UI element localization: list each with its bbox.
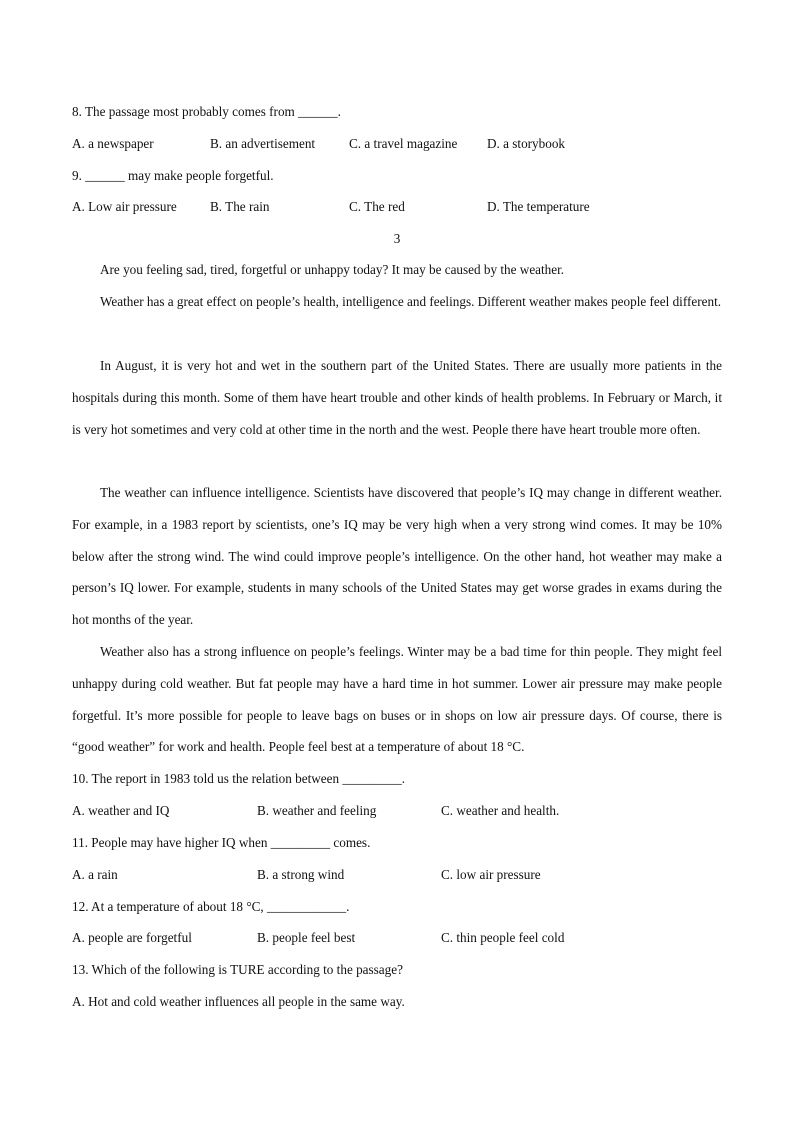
q10-option-b: B. weather and feeling [257, 803, 377, 818]
question-10-stem: 10. The report in 1983 told us the relation between _________. [72, 771, 406, 786]
question-8-stem: 8. The passage most probably comes from ______. [72, 104, 341, 119]
passage-paragraph-5: Weather also has a strong influence on people’s feelings. Winter may be a bad time for thin people. They might feel unhappy during cold weather. But fat people may have a hard time in hot summer. Lower air pressure may make people forgetful. It’s more possible for people to leave bags on buses or in shops on low air pressure days. Of course, there is “good weather” for work and health. People feel best at a temperature of about 18 °C. [72, 644, 722, 755]
section-number: 3 [393, 231, 401, 246]
question-9-options [72, 199, 752, 215]
q12-option-b: B. people feel best [257, 930, 356, 945]
passage-paragraph-2: Weather has a great effect on people’s health, intelligence and feelings. Different weather makes people feel different. [100, 294, 722, 309]
q11-option-a: A. a rain [72, 867, 118, 882]
question-9-stem: 9. ______ may make people forgetful. [72, 168, 274, 183]
q12-option-a: A. people are forgetful [72, 930, 192, 945]
passage-paragraph-4: The weather can influence intelligence. Scientists have discovered that people’s IQ may change in different weather. For example, in a 1983 report by scientists, one’s IQ may be very high when a very strong wind comes. It may be 10% below after the strong wind. The wind could improve people’s intelligence. On the other hand, hot weather may make a person’s IQ lower. For example, students in many schools of the United States may get worse grades in exams during the hot months of the year. [72, 485, 722, 628]
q10-option-c: C. weather and health. [441, 803, 560, 818]
question-11-options [72, 867, 752, 883]
q9-option-d: D. The temperature [487, 199, 590, 214]
q12-option-c: C. thin people feel cold [441, 930, 565, 945]
passage-paragraph-1: Are you feeling sad, tired, forgetful or unhappy today? It may be caused by the weather. [100, 262, 565, 277]
question-12-stem: 12. At a temperature of about 18 °C, ____________. [72, 899, 350, 914]
question-13-stem: 13. Which of the following is TURE according to the passage? [72, 962, 403, 977]
q9-option-b: B. The rain [210, 199, 270, 214]
q8-option-b: B. an advertisement [210, 136, 316, 151]
q9-option-a: A. Low air pressure [72, 199, 177, 214]
passage-paragraph-3: In August, it is very hot and wet in the southern part of the United States. There are usually more patients in the hospitals during this month. Some of them have heart trouble and other kinds of health problems. In February or March, it is very hot sometimes and very cold at other time in the north and the west. People there have heart trouble more often. [72, 358, 722, 437]
q11-option-b: B. a strong wind [257, 867, 345, 882]
question-10-options [72, 803, 752, 819]
q13-option-a: A. Hot and cold weather influences all people in the same way. [72, 994, 405, 1009]
q9-option-c: C. The red [349, 199, 405, 214]
q8-option-a: A. a newspaper [72, 136, 154, 151]
q8-option-d: D. a storybook [487, 136, 566, 151]
q10-option-a: A. weather and IQ [72, 803, 170, 818]
question-12-options [72, 930, 752, 946]
question-8-options [72, 136, 752, 152]
q8-option-c: C. a travel magazine [349, 136, 458, 151]
question-11-stem: 11. People may have higher IQ when _________ comes. [72, 835, 371, 850]
q11-option-c: C. low air pressure [441, 867, 541, 882]
